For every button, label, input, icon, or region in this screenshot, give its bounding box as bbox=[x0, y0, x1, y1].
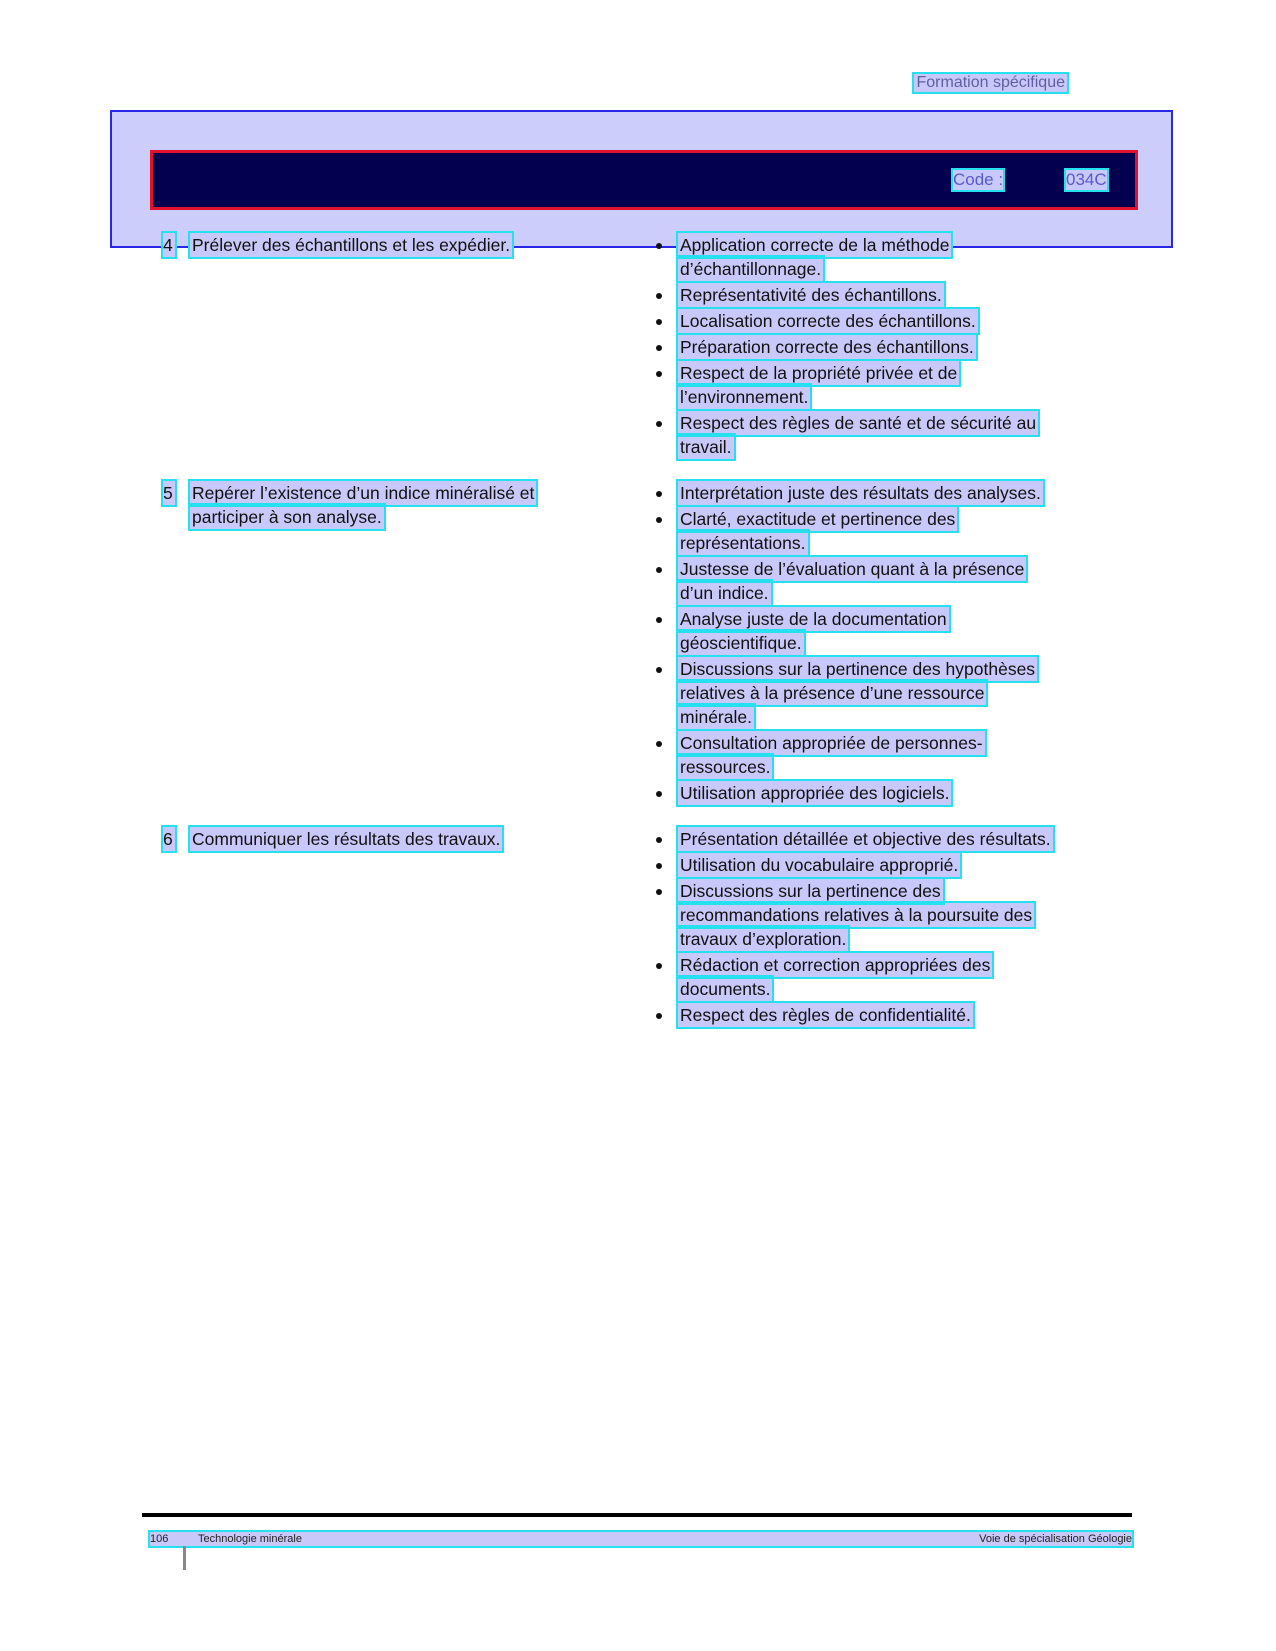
bullet-icon bbox=[656, 243, 662, 249]
code-value: 034C bbox=[1066, 170, 1107, 189]
criterion-text-line: Communiquer les résultats des travaux. bbox=[192, 829, 501, 849]
bullet-icon bbox=[656, 567, 662, 573]
bullet-icon bbox=[656, 741, 662, 747]
list-item-line: Utilisation appropriée des logiciels. bbox=[680, 783, 950, 803]
list-item-line: géoscientifique. bbox=[680, 633, 802, 653]
footer-rule bbox=[142, 1513, 1132, 1517]
list-item bbox=[656, 557, 1126, 605]
list-item bbox=[656, 335, 1126, 359]
criterion-number: 6 bbox=[163, 829, 173, 849]
list-item-line: Rédaction et correction appropriées des bbox=[680, 955, 991, 975]
code-label: Code : bbox=[953, 170, 1004, 189]
bullet-icon bbox=[656, 371, 662, 377]
list-item bbox=[656, 657, 1126, 729]
bullet-icon bbox=[656, 617, 662, 623]
list-item bbox=[656, 1003, 1126, 1027]
list-item-line: Utilisation du vocabulaire approprié. bbox=[680, 855, 959, 875]
bullet-icon bbox=[656, 517, 662, 523]
performance-criteria-list bbox=[656, 481, 1126, 805]
criterion-number: 4 bbox=[163, 235, 173, 255]
list-item bbox=[656, 411, 1126, 459]
list-item-line: travail. bbox=[680, 437, 732, 457]
list-item-line: Consultation appropriée de personnes- bbox=[680, 733, 983, 753]
criterion-text bbox=[190, 233, 650, 257]
list-item-line: Discussions sur la pertinence des bbox=[680, 881, 941, 901]
list-item-line: relatives à la présence d’une ressource bbox=[680, 683, 985, 703]
bullet-icon bbox=[656, 421, 662, 427]
performance-criteria-list bbox=[656, 233, 1126, 459]
criterion-text bbox=[190, 827, 650, 851]
criterion-number: 5 bbox=[163, 483, 173, 503]
list-item-line: Application correcte de la méthode bbox=[680, 235, 950, 255]
list-item-line: Analyse juste de la documentation bbox=[680, 609, 947, 629]
list-item-line: d’un indice. bbox=[680, 583, 769, 603]
list-item-line: représentations. bbox=[680, 533, 806, 553]
list-item-line: Préparation correcte des échantillons. bbox=[680, 337, 974, 357]
list-item-line: Respect des règles de santé et de sécurité au bbox=[680, 413, 1037, 433]
list-item bbox=[656, 827, 1126, 851]
list-item-line: l’environnement. bbox=[680, 387, 809, 407]
list-item bbox=[656, 481, 1126, 505]
list-item-line: travaux d’exploration. bbox=[680, 929, 847, 949]
bullet-icon bbox=[656, 791, 662, 797]
list-item-line: documents. bbox=[680, 979, 771, 999]
criterion-text-line: Repérer l’existence d’un indice minéralisé et bbox=[192, 483, 535, 503]
bullet-icon bbox=[656, 293, 662, 299]
list-item-line: Respect des règles de confidentialité. bbox=[680, 1005, 971, 1025]
bullet-icon bbox=[656, 963, 662, 969]
list-item bbox=[656, 853, 1126, 877]
performance-criteria-list bbox=[656, 827, 1126, 1027]
margin-change-bar bbox=[183, 1546, 186, 1570]
program-title: Technologie minérale bbox=[198, 1533, 302, 1545]
list-item-line: Interprétation juste des résultats des analyses. bbox=[680, 483, 1041, 503]
bullet-icon bbox=[656, 319, 662, 325]
list-item-line: recommandations relatives à la poursuite des bbox=[680, 905, 1033, 925]
bullet-icon bbox=[656, 1013, 662, 1019]
list-item bbox=[656, 781, 1126, 805]
bullet-icon bbox=[656, 345, 662, 351]
bullet-icon bbox=[656, 863, 662, 869]
section-label: Formation spécifique bbox=[916, 74, 1065, 91]
bullet-icon bbox=[656, 667, 662, 673]
list-item bbox=[656, 953, 1126, 1001]
list-item bbox=[656, 607, 1126, 655]
list-item bbox=[656, 731, 1126, 779]
specialization-label: Voie de spécialisation Géologie bbox=[979, 1533, 1132, 1545]
list-item bbox=[656, 309, 1126, 333]
list-item-line: Respect de la propriété privée et de bbox=[680, 363, 958, 383]
list-item-line: Discussions sur la pertinence des hypothèses bbox=[680, 659, 1036, 679]
list-item-line: Clarté, exactitude et pertinence des bbox=[680, 509, 956, 529]
criterion-text-line: Prélever des échantillons et les expédier. bbox=[192, 235, 511, 255]
bullet-icon bbox=[656, 889, 662, 895]
list-item-line: Justesse de l’évaluation quant à la présence bbox=[680, 559, 1025, 579]
list-item-line: minérale. bbox=[680, 707, 752, 727]
bullet-icon bbox=[656, 837, 662, 843]
page-number: 106 bbox=[150, 1533, 169, 1545]
list-item-line: Présentation détaillée et objective des résultats. bbox=[680, 829, 1051, 849]
list-item bbox=[656, 879, 1126, 951]
list-item-line: Localisation correcte des échantillons. bbox=[680, 311, 976, 331]
criterion-text-line: participer à son analyse. bbox=[192, 507, 382, 527]
list-item bbox=[656, 233, 1126, 281]
list-item-line: Représentativité des échantillons. bbox=[680, 285, 942, 305]
criterion-text bbox=[190, 481, 650, 529]
bullet-icon bbox=[656, 491, 662, 497]
list-item bbox=[656, 361, 1126, 409]
list-item-line: ressources. bbox=[680, 757, 771, 777]
list-item-line: d’échantillonnage. bbox=[680, 259, 822, 279]
list-item bbox=[656, 507, 1126, 555]
page-footer bbox=[150, 1532, 1132, 1546]
list-item bbox=[656, 283, 1126, 307]
